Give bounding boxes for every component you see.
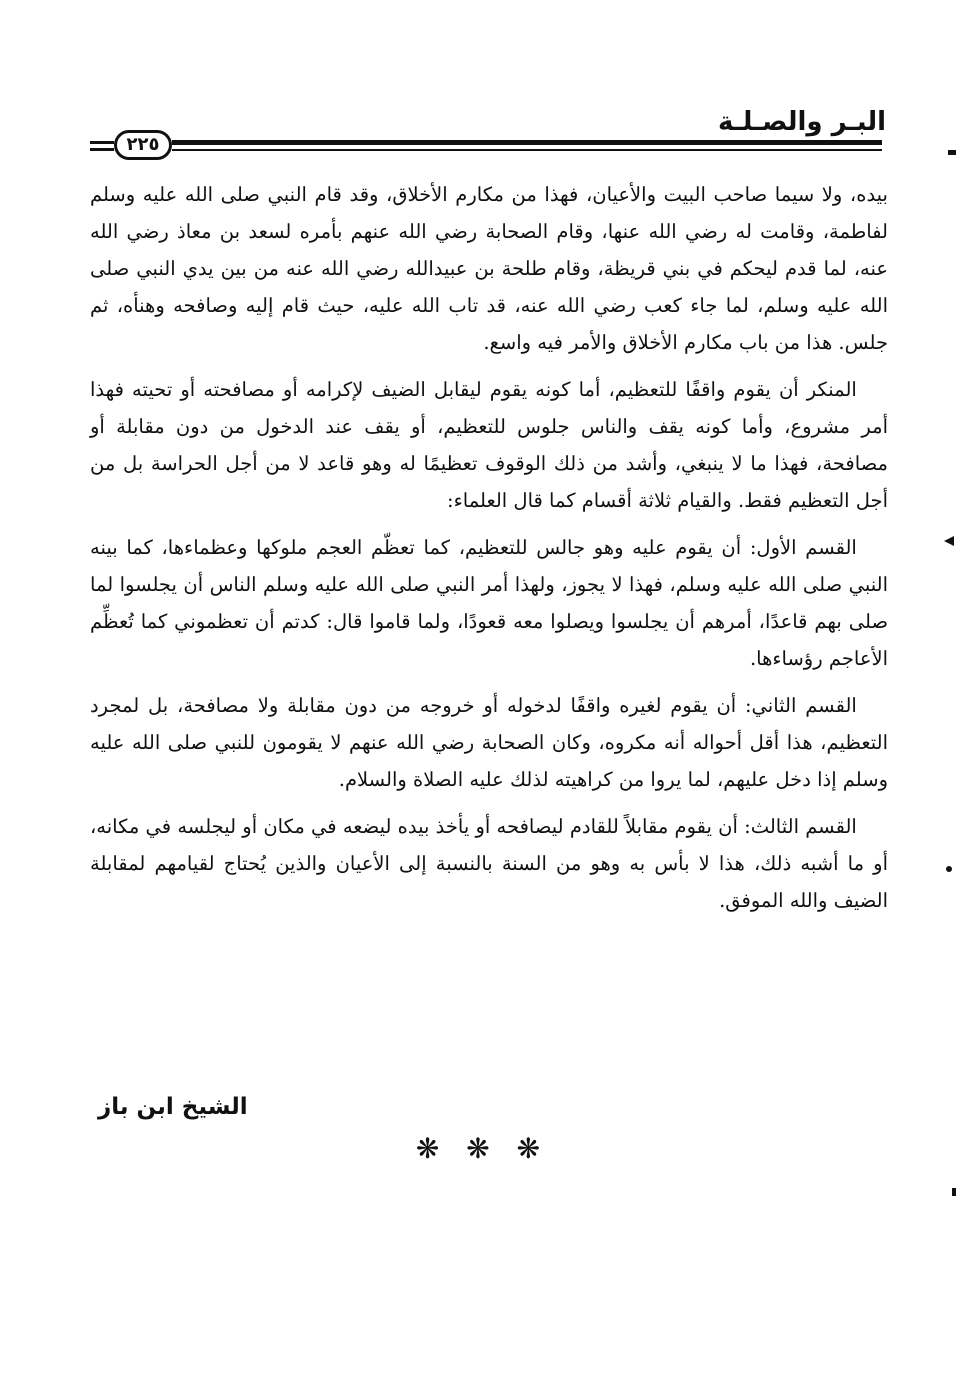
margin-mark (946, 866, 952, 872)
margin-mark (952, 1188, 956, 1196)
margin-mark (948, 150, 956, 155)
header-rule-left-lower (90, 148, 114, 151)
section-separator: ❋ ❋ ❋ (415, 1132, 541, 1165)
chapter-title: البـر والصـلـة (717, 107, 886, 137)
main-text (90, 176, 888, 929)
page-number: ٢٢٥ (114, 130, 172, 160)
paragraph-first-type: القسم الأول: أن يقوم عليه وهو جالس للتعظيم، كما تعظّم العجم ملوكها وعظماءها، كما بينه النبي صلى الله عليه وسلم، فهذا لا يجوز، ولهذا أمر النبي صلى الله عليه وسلم الناس أن يجلسوا لما صلى بهم قاعدًا، أمرهم أن يجلسوا ويصلوا معه قعودًا، ولما قاموا قال: كدتم أن تعظموني كما تُعظِّم الأعاجم رؤساءها. (90, 536, 888, 670)
header-rule-thin (172, 149, 882, 151)
paragraph-munkar: المنكر أن يقوم واقفًا للتعظيم، أما كونه يقوم ليقابل الضيف لإكرامه أو مصافحته أو تحيته فهذا أمر مشروع، وأما كونه يقف والناس جلوس للتعظيم، أو يقف عند الدخول من دون مقابلة أو مصافحة، فهذا ما لا ينبغي، وأشد من ذلك الوقوف تعظيمًا له وهو قاعد لا من أجل الحراسة بل من أجل التعظيم فقط. والقيام ثلاثة أقسام كما قال العلماء: (90, 378, 888, 512)
margin-mark (944, 536, 954, 546)
author-signature: الشيخ ابن باز (98, 1094, 248, 1120)
paragraph-second-type: القسم الثاني: أن يقوم لغيره واقفًا لدخوله أو خروجه من دون مقابلة ولا مصافحة، بل لمجرد التعظيم، هذا أقل أحواله أنه مكروه، وكان الصحابة رضي الله عنهم لا يقومون للنبي صلى الله عليه وسلم إذا دخل عليهم، لما يروا من كراهيته لذلك عليه الصلاة والسلام. (90, 694, 888, 791)
paragraph-third-type: القسم الثالث: أن يقوم مقابلاً للقادم ليصافحه أو يأخذ بيده ليضعه في مكان أو ليجلسه في مكانه، أو ما أشبه ذلك، هذا لا بأس به وهو من السنة بالنسبة إلى الأعيان والذين يُحتاج لقيامهم لمقابلة الضيف والله الموفق. (90, 815, 888, 912)
header-rule-thick (172, 140, 882, 145)
header-rule-left-upper (90, 141, 114, 144)
paragraph-continuation: بيده، ولا سيما صاحب البيت والأعيان، فهذا من مكارم الأخلاق، وقد قام النبي صلى الله عليه وسلم لفاطمة، وقامت له رضي الله عنها، وقام الصحابة رضي الله عنهم بأمره لسعد بن معاذ رضي الله عنه، لما قدم ليحكم في بني قريظة، وقام طلحة بن عبيدالله رضي الله عنه من بين يدي النبي صلى الله عليه وسلم، لما جاء كعب رضي الله عنه، قد تاب الله عليه، حيث قام إليه وصافحه وهنأه، ثم جلس. هذا من باب مكارم الأخلاق والأمر فيه واسع. (90, 183, 888, 354)
